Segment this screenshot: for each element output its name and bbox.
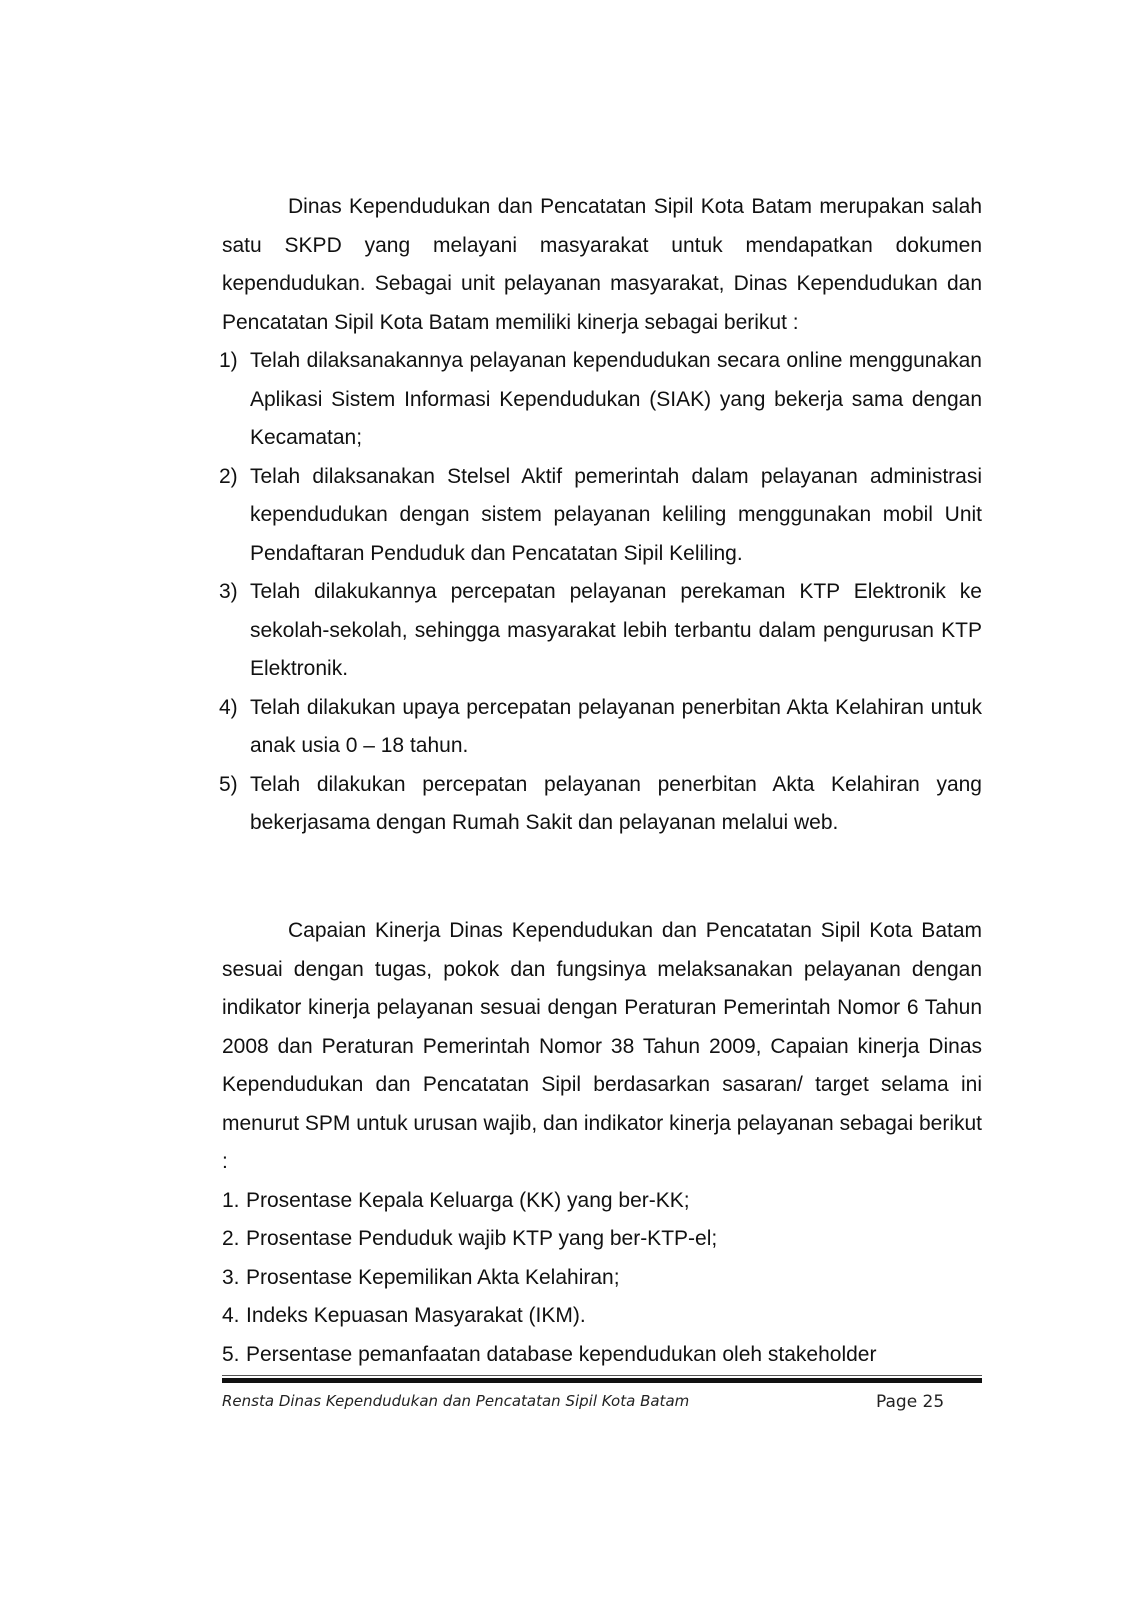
list-item xyxy=(222,1259,982,1298)
list-item-text: Telah dilakukan upaya percepatan pelayanan penerbitan Akta Kelahiran untuk anak usia 0 – 18 tahun. xyxy=(250,695,982,757)
intro-paragraph: Dinas Kependudukan dan Pencatatan Sipil Kota Batam merupakan salah satu SKPD yang melayani masyarakat untuk mendapatkan dokumen kependudukan. Sebagai unit pelayanan masyarakat, Dinas Kependudukan dan Pencatatan Sipil Kota Batam memiliki kinerja sebagai berikut : xyxy=(222,195,982,334)
indicator-list xyxy=(222,1182,982,1375)
list-item-text: Telah dilaksanakannya pelayanan kependudukan secara online menggunakan Aplikasi Sistem Informasi Kependudukan (SIAK) yang bekerja sama dengan Kecamatan; xyxy=(250,349,982,449)
list-item xyxy=(222,1220,982,1259)
footer-divider xyxy=(222,1378,982,1383)
list-item xyxy=(222,1297,982,1336)
list-item xyxy=(222,1182,982,1221)
capaian-paragraph: Capaian Kinerja Dinas Kependudukan dan Pencatatan Sipil Kota Batam sesuai dengan tugas, pokok dan fungsinya melaksanakan pelayanan dengan indikator kinerja pelayanan sesuai dengan Peraturan Pemerintah Nomor 6 Tahun 2008 dan Peraturan Pemerintah Nomor 38 Tahun 2009, Capaian kinerja Dinas Kependudukan dan Pencatatan Sipil berdasarkan sasaran/ target selama ini menurut SPM untuk urusan wajib, dan indikator kinerja pelayanan sebagai berikut : xyxy=(222,919,982,1173)
list-item xyxy=(219,689,982,766)
list-item-number: 3) xyxy=(219,580,238,603)
list-item-number: 4) xyxy=(219,695,238,719)
footer-divider-thin xyxy=(222,1375,982,1376)
list-item-text: Prosentase Kepala Keluarga (KK) yang ber-KK; xyxy=(246,1188,690,1212)
list-item-number: 2. xyxy=(222,1227,240,1250)
list-item-number: 2) xyxy=(219,464,238,488)
list-item-text: Telah dilakukannya percepatan pelayanan perekaman KTP Elektronik ke sekolah-sekolah, sehingga masyarakat lebih terbantu dalam pengurusan KTP Elektronik. xyxy=(250,580,982,680)
list-item-number: 5. xyxy=(222,1342,240,1366)
list-item-text: Persentase pemanfaatan database kependudukan oleh stakeholder xyxy=(246,1342,877,1366)
list-item-number: 3. xyxy=(222,1265,240,1289)
list-item-text: Indeks Kepuasan Masyarakat (IKM). xyxy=(246,1304,586,1327)
performance-list xyxy=(219,342,982,843)
list-item-text: Telah dilakukan percepatan pelayanan penerbitan Akta Kelahiran yang bekerjasama dengan Rumah Sakit dan pelayanan melalui web. xyxy=(250,772,982,834)
list-item-number: 5) xyxy=(219,772,238,796)
list-item-text: Telah dilaksanakan Stelsel Aktif pemerintah dalam pelayanan administrasi kependudukan dengan sistem pelayanan keliling menggunakan mobil Unit Pendaftaran Penduduk dan Pencatatan Sipil Keliling. xyxy=(250,464,982,565)
capaian-section xyxy=(222,912,982,1374)
list-item xyxy=(222,1336,982,1375)
list-item-number: 4. xyxy=(222,1304,240,1327)
list-item-text: Prosentase Kepemilikan Akta Kelahiran; xyxy=(246,1265,620,1289)
list-item-number: 1. xyxy=(222,1188,240,1212)
footer-document-title: Rensta Dinas Kependudukan dan Pencatatan Sipil Kota Batam xyxy=(222,1392,690,1410)
intro-section xyxy=(219,188,982,843)
list-item xyxy=(219,342,982,458)
footer-page-number: Page 25 xyxy=(876,1392,945,1412)
list-item xyxy=(219,766,982,843)
list-item xyxy=(219,458,982,574)
list-item-number: 1) xyxy=(219,349,238,372)
list-item xyxy=(219,573,982,689)
list-item-text: Prosentase Penduduk wajib KTP yang ber-KTP-el; xyxy=(246,1227,718,1250)
